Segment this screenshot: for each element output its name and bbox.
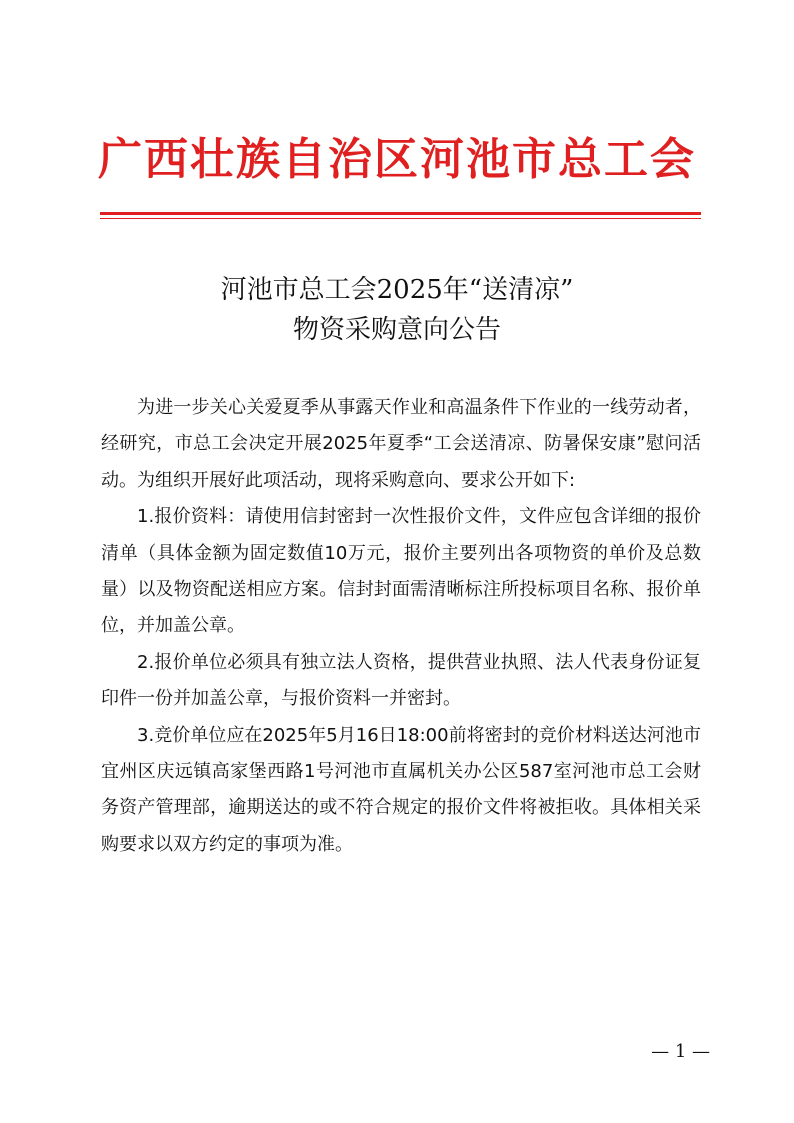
paragraph-intro: 为进一步关心关爱夏季从事露天作业和高温条件下作业的一线劳动者，经研究，市总工会决定开展2025年夏季“工会送清凉、防暑保安康”慰问活动。为组织开展好此项活动，现将采购意向、要求公开如下: — [101, 397, 701, 491]
paragraph-item-3: 3.竞价单位应在2025年5月16日18:00前将密封的竞价材料送达河池市宜州区庆远镇高家堡西路1号河池市直属机关办公区587室河池市总工会财务资产管理部，逾期送达的或不符合规定的报价文件将被拒收。具体相关采购要求以双方约定的事项为准。 — [101, 724, 701, 855]
document-title-line1: 河池市总工会2025年“送清凉” — [220, 275, 574, 305]
masthead-rule-thick — [100, 212, 701, 215]
masthead-rule-thin — [100, 218, 701, 219]
masthead-org-name: 广西壮族自治区河池市总工会 — [98, 134, 696, 185]
document-title-line2: 物资采购意向公告 — [292, 315, 501, 345]
page-number: — 1 — — [651, 1041, 710, 1062]
document-body — [101, 390, 701, 863]
paragraph-item-1: 1.报价资料：请使用信封密封一次性报价文件，文件应包含详细的报价清单（具体金额为固定数值10万元，报价主要列出各项物资的单价及总数量）以及物资配送相应方案。信封封面需清晰标注所投标项目名称、报价单位，并加盖公章。 — [101, 506, 701, 637]
paragraph-item-2: 2.报价单位必须具有独立法人资格，提供营业执照、法人代表身份证复印件一份并加盖公章，与报价资料一并密封。 — [101, 651, 701, 710]
